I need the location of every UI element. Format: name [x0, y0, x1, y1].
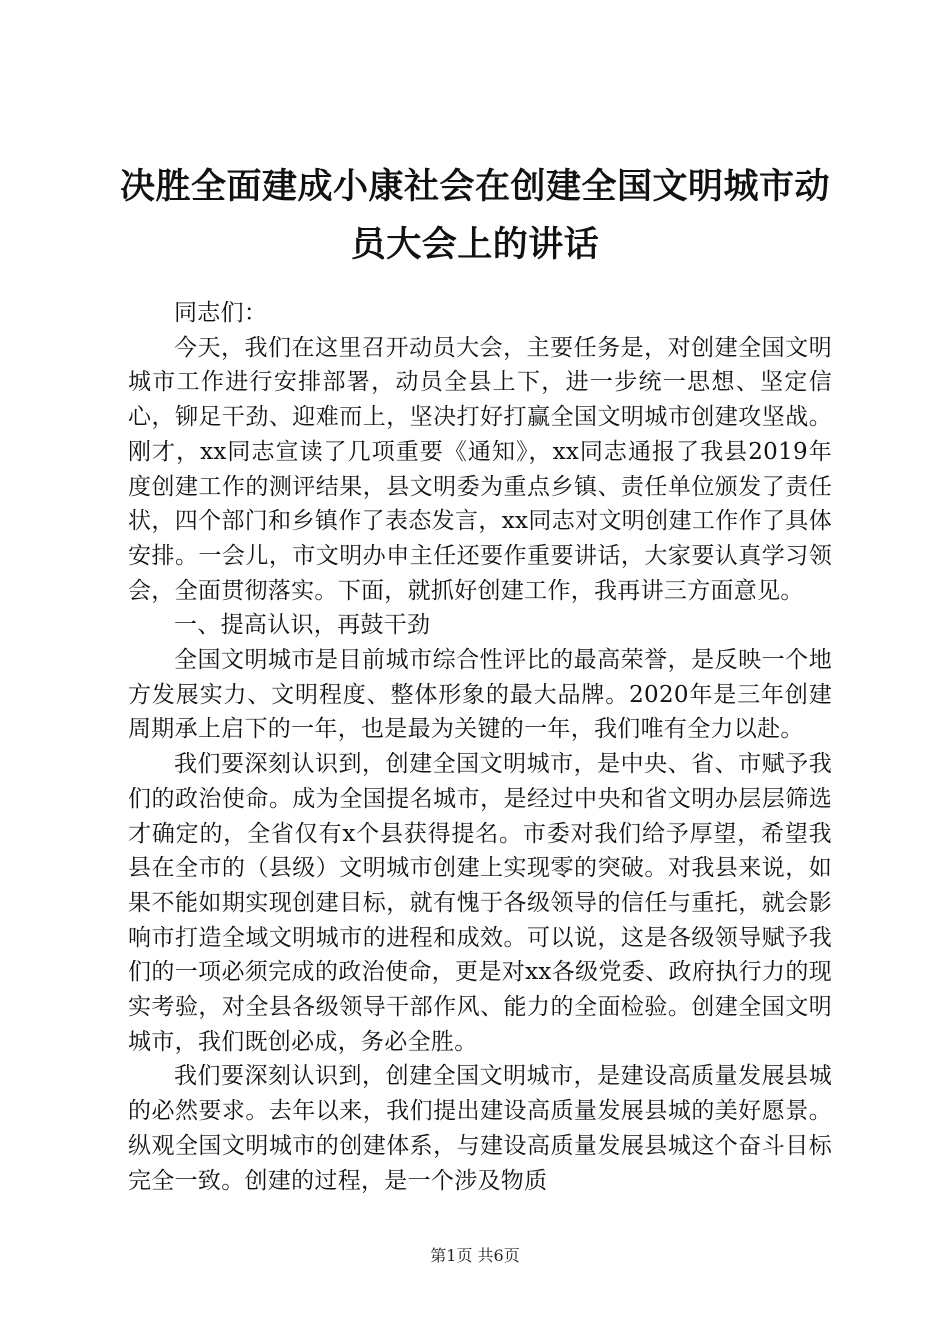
body-paragraph: 我们要深刻认识到，创建全国文明城市，是中央、省、市赋予我们的政治使命。成为全国提名城市，是经过中央和省文明办层层筛选才确定的，全省仅有x个县获得提名。市委对我们给予厚望，希望我县在全市的（县级）文明城市创建上实现零的突破。对我县来说，如果不能如期实现创建目标，就有愧于各级领导的信任与重托，就会影响市打造全域文明城市的进程和成效。可以说，这是各级领导赋予我们的一项必须完成的政治使命，更是对xx各级党委、政府执行力的现实考验，对全县各级领导干部作风、能力的全面检验。创建全国文明城市，我们既创必成，务必全胜。 [128, 751, 832, 1055]
page-number-footer: 第1页 共6页 [430, 1246, 520, 1265]
salutation: 同志们： [174, 300, 268, 326]
body-paragraph: 今天，我们在这里召开动员大会，主要任务是，对创建全国文明城市工作进行安排部署，动员全县上下，进一步统一思想、坚定信心，铆足干劲、迎难而上，坚决打好打赢全国文明城市创建攻坚战。刚才，xx同志宣读了几项重要《通知》，xx同志通报了我县2019年度创建工作的测评结果，县文明委为重点乡镇、责任单位颁发了责任状，四个部门和乡镇作了表态发言，xx同志对文明创建工作作了具体安排。一会儿，市文明办申主任还要作重要讲话，大家要认真学习领会，全面贯彻落实。下面，就抓好创建工作，我再讲三方面意见。 [128, 334, 832, 604]
document-title: 决胜全面建成小康社会在创建全国文明城市动员大会上的讲话 [120, 166, 831, 265]
document-body [128, 296, 832, 1198]
body-paragraph: 我们要深刻认识到，创建全国文明城市，是建设高质量发展县城的必然要求。去年以来，我们提出建设高质量发展县城的美好愿景。纵观全国文明城市的创建体系，与建设高质量发展县城这个奋斗目标完全一致。创建的过程，是一个涉及物质 [128, 1063, 832, 1194]
body-paragraph: 全国文明城市是目前城市综合性评比的最高荣誉，是反映一个地方发展实力、文明程度、整体形象的最大品牌。2020年是三年创建周期承上启下的一年，也是最为关键的一年，我们唯有全力以赴。 [128, 647, 832, 743]
section-heading: 一、提高认识，再鼓干劲 [174, 612, 431, 639]
